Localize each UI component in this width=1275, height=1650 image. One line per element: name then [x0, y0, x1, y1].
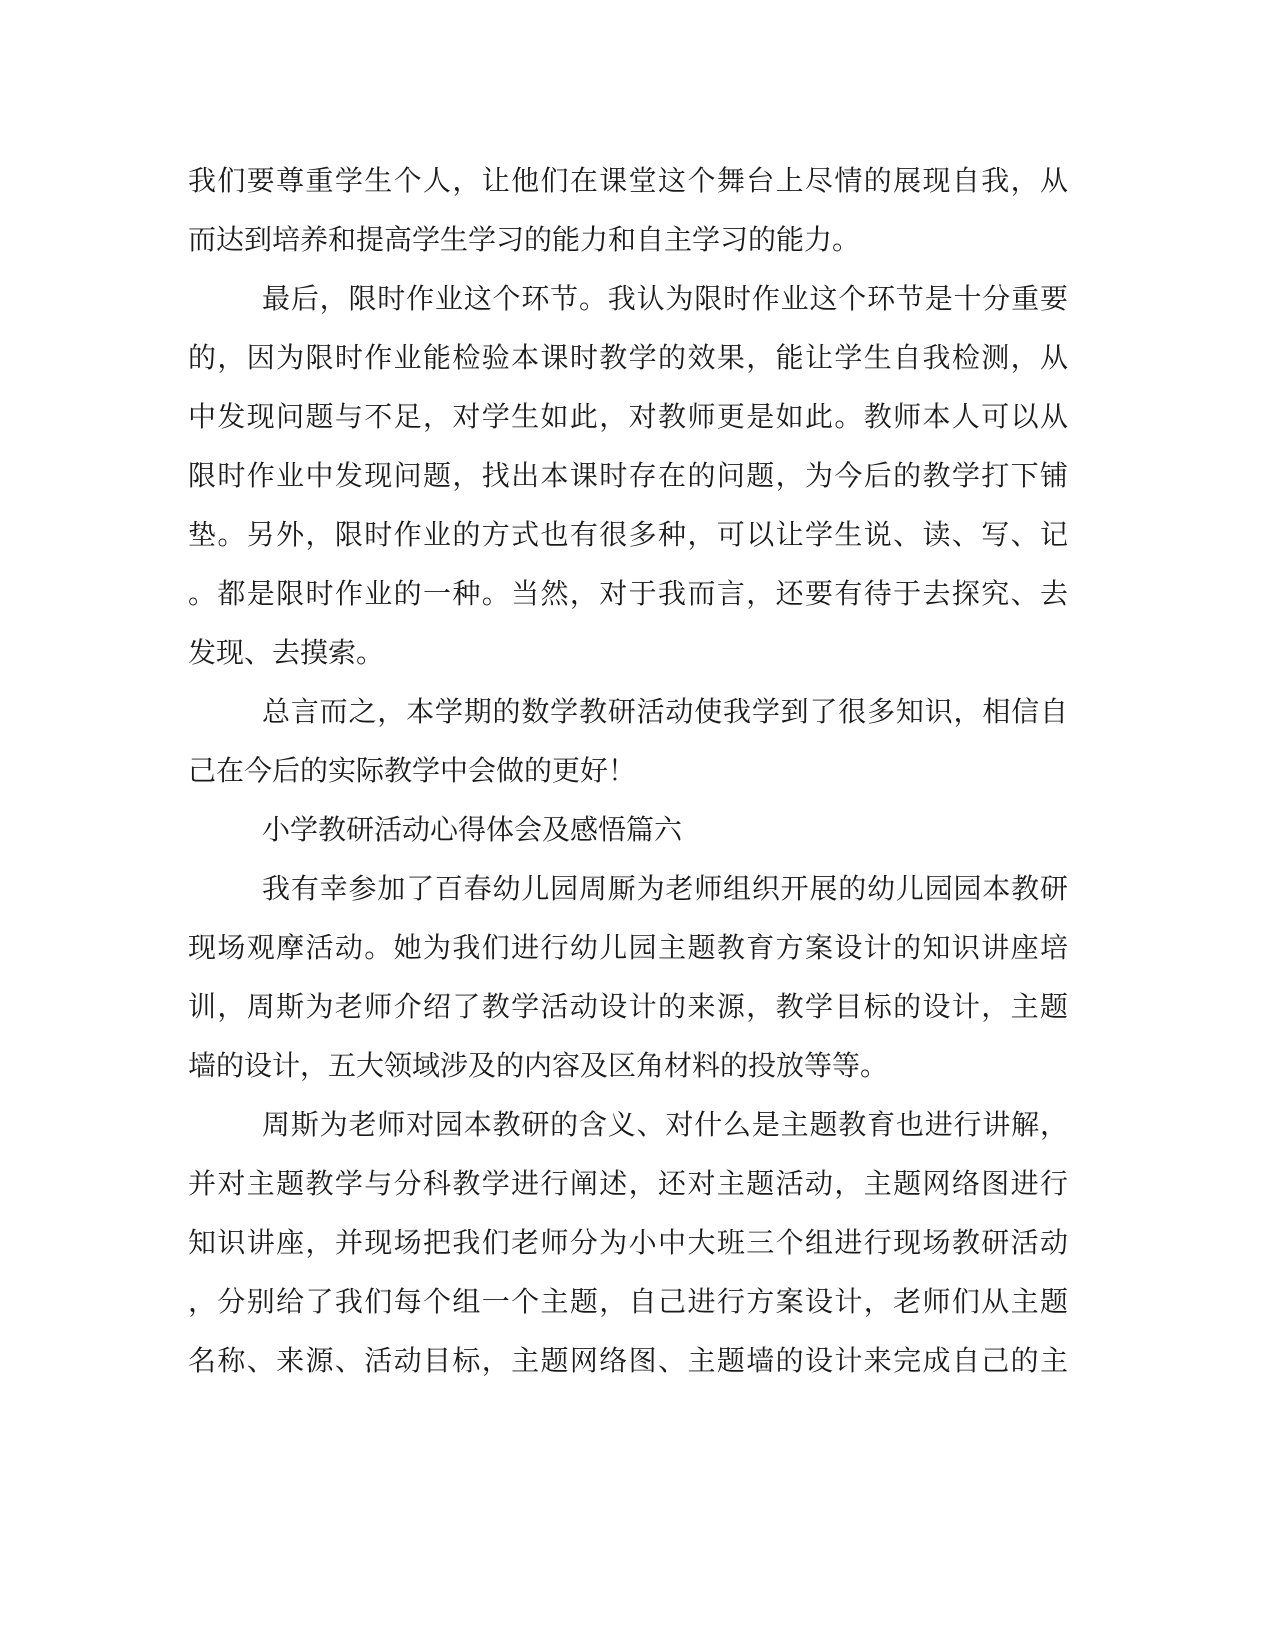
text-line: 垫。另外，限时作业的方式也有很多种，可以让学生说、读、写、记: [188, 518, 1068, 551]
text-line: 的，因为限时作业能检验本课时教学的效果，能让学生自我检测，从: [188, 341, 1068, 374]
text-line: 名称、来源、活动目标，主题网络图、主题墙的设计来完成自己的主: [188, 1344, 1068, 1377]
text-line: 限时作业中发现问题，找出本课时存在的问题，为今后的教学打下铺: [188, 459, 1068, 492]
text-line: 现场观摩活动。她为我们进行幼儿园主题教育方案设计的知识讲座培: [188, 931, 1068, 964]
paragraph-first-line: 总言而之，本学期的数学教研活动使我学到了很多知识，相信自: [262, 695, 1068, 728]
section-heading: 小学教研活动心得体会及感悟篇六: [262, 813, 683, 846]
text-line: 发现、去摸索。: [188, 636, 385, 669]
text-line: 中发现问题与不足，对学生如此，对教师更是如此。教师本人可以从: [188, 400, 1068, 433]
text-line: 并对主题教学与分科教学进行阐述，还对主题活动，主题网络图进行: [188, 1167, 1068, 1200]
text-line: 墙的设计，五大领域涉及的内容及区角材料的投放等等。: [188, 1049, 889, 1082]
text-line: 而达到培养和提高学生学习的能力和自主学习的能力。: [188, 223, 861, 256]
text-line: ，分别给了我们每个组一个主题，自己进行方案设计，老师们从主题: [188, 1285, 1068, 1318]
text-line: 。都是限时作业的一种。当然，对于我而言，还要有待于去探究、去: [188, 577, 1068, 610]
text-line: 我们要尊重学生个人，让他们在课堂这个舞台上尽情的展现自我，从: [188, 164, 1068, 197]
text-line: 知识讲座，并现场把我们老师分为小中大班三个组进行现场教研活动: [188, 1226, 1068, 1259]
paragraph-first-line: 我有幸参加了百春幼儿园周厮为老师组织开展的幼儿园园本教研: [262, 872, 1068, 905]
text-line: 己在今后的实际教学中会做的更好！: [188, 754, 637, 787]
paragraph-first-line: 最后，限时作业这个环节。我认为限时作业这个环节是十分重要: [262, 282, 1068, 315]
text-line: 训，周斯为老师介绍了教学活动设计的来源，教学目标的设计，主题: [188, 990, 1068, 1023]
paragraph-first-line: 周斯为老师对园本教研的含义、对什么是主题教育也进行讲解，: [262, 1108, 1068, 1141]
